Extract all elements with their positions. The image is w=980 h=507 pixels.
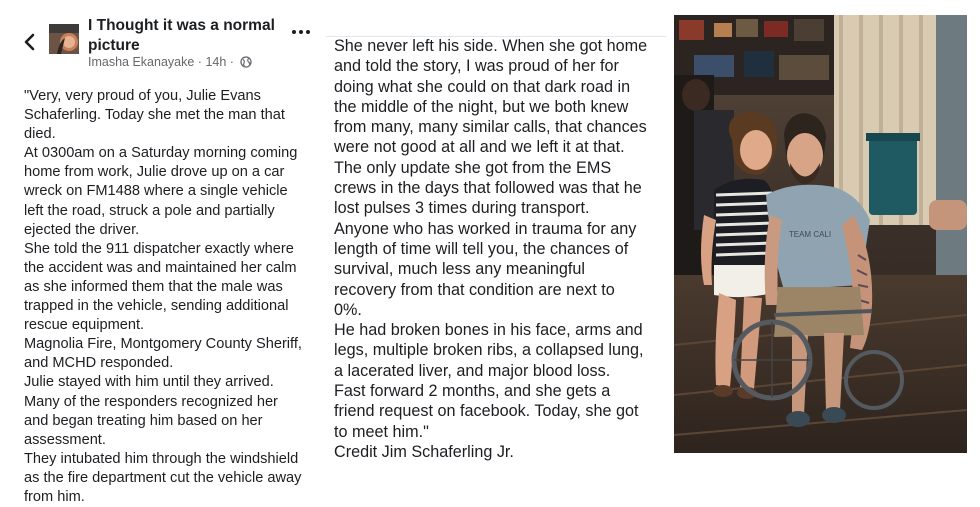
post-photo[interactable] bbox=[674, 15, 967, 453]
meta-separator: · bbox=[197, 55, 202, 69]
post-time[interactable]: 14h bbox=[205, 55, 227, 69]
post-meta bbox=[88, 55, 252, 71]
meta-separator: · bbox=[229, 55, 234, 69]
globe-icon bbox=[240, 56, 252, 71]
post-body-continued: She never left his side. When she got home and told the story, I was proud of her for doing what she could on that dark road in the middle of the night, but we both knew from many, many similar calls, that chances were not good at all and we left it at that. The only update she got from the EMS crews in the days that followed was that he lost pulses 3 times during transport. Anyone who has worked in trauma for any length of time will tell you, the chances of survival, much less any meaningful recovery from that condition are next to 0%. He had broken bones in his face, arms and legs, multiple broken ribs, a collapsed lung, a lacerated liver, and major blood loss. Fast forward 2 months, and she gets a friend request on facebook. Today, she got to meet him." Credit Jim Schaferling Jr. bbox=[334, 37, 648, 461]
post-title[interactable]: I Thought it was a normal picture bbox=[88, 17, 275, 54]
author-name[interactable]: Imasha Ekanayake bbox=[88, 55, 195, 69]
shirt-text: TEAM CALI bbox=[788, 230, 832, 239]
more-horizontal-icon[interactable] bbox=[291, 24, 311, 34]
post-panel-left bbox=[0, 0, 326, 505]
avatar[interactable] bbox=[49, 24, 79, 54]
post-body-text: "Very, very proud of you, Julie Evans Schaferling. Today she met the man that died. At 0300am on a Saturday morning coming home from work, Julie drove up on a car wreck on FM1488 where a single vehicle left the road, struck a pole and partially ejected the driver. She told the 911 dispatcher exactly where the accident was and maintained her calm as she informed them that the male was trapped in the vehicle, sending additional rescue equipment. Magnolia Fire, Montgomery County Sheriff, and MCHD responded. Julie stayed with him until they arrived. Many of the responders recognized her and began treating him based on her assessment. They intubated him through the windshield as the fire department cut the vehicle away from him. bbox=[24, 88, 302, 505]
back-arrow-icon[interactable] bbox=[22, 30, 38, 54]
